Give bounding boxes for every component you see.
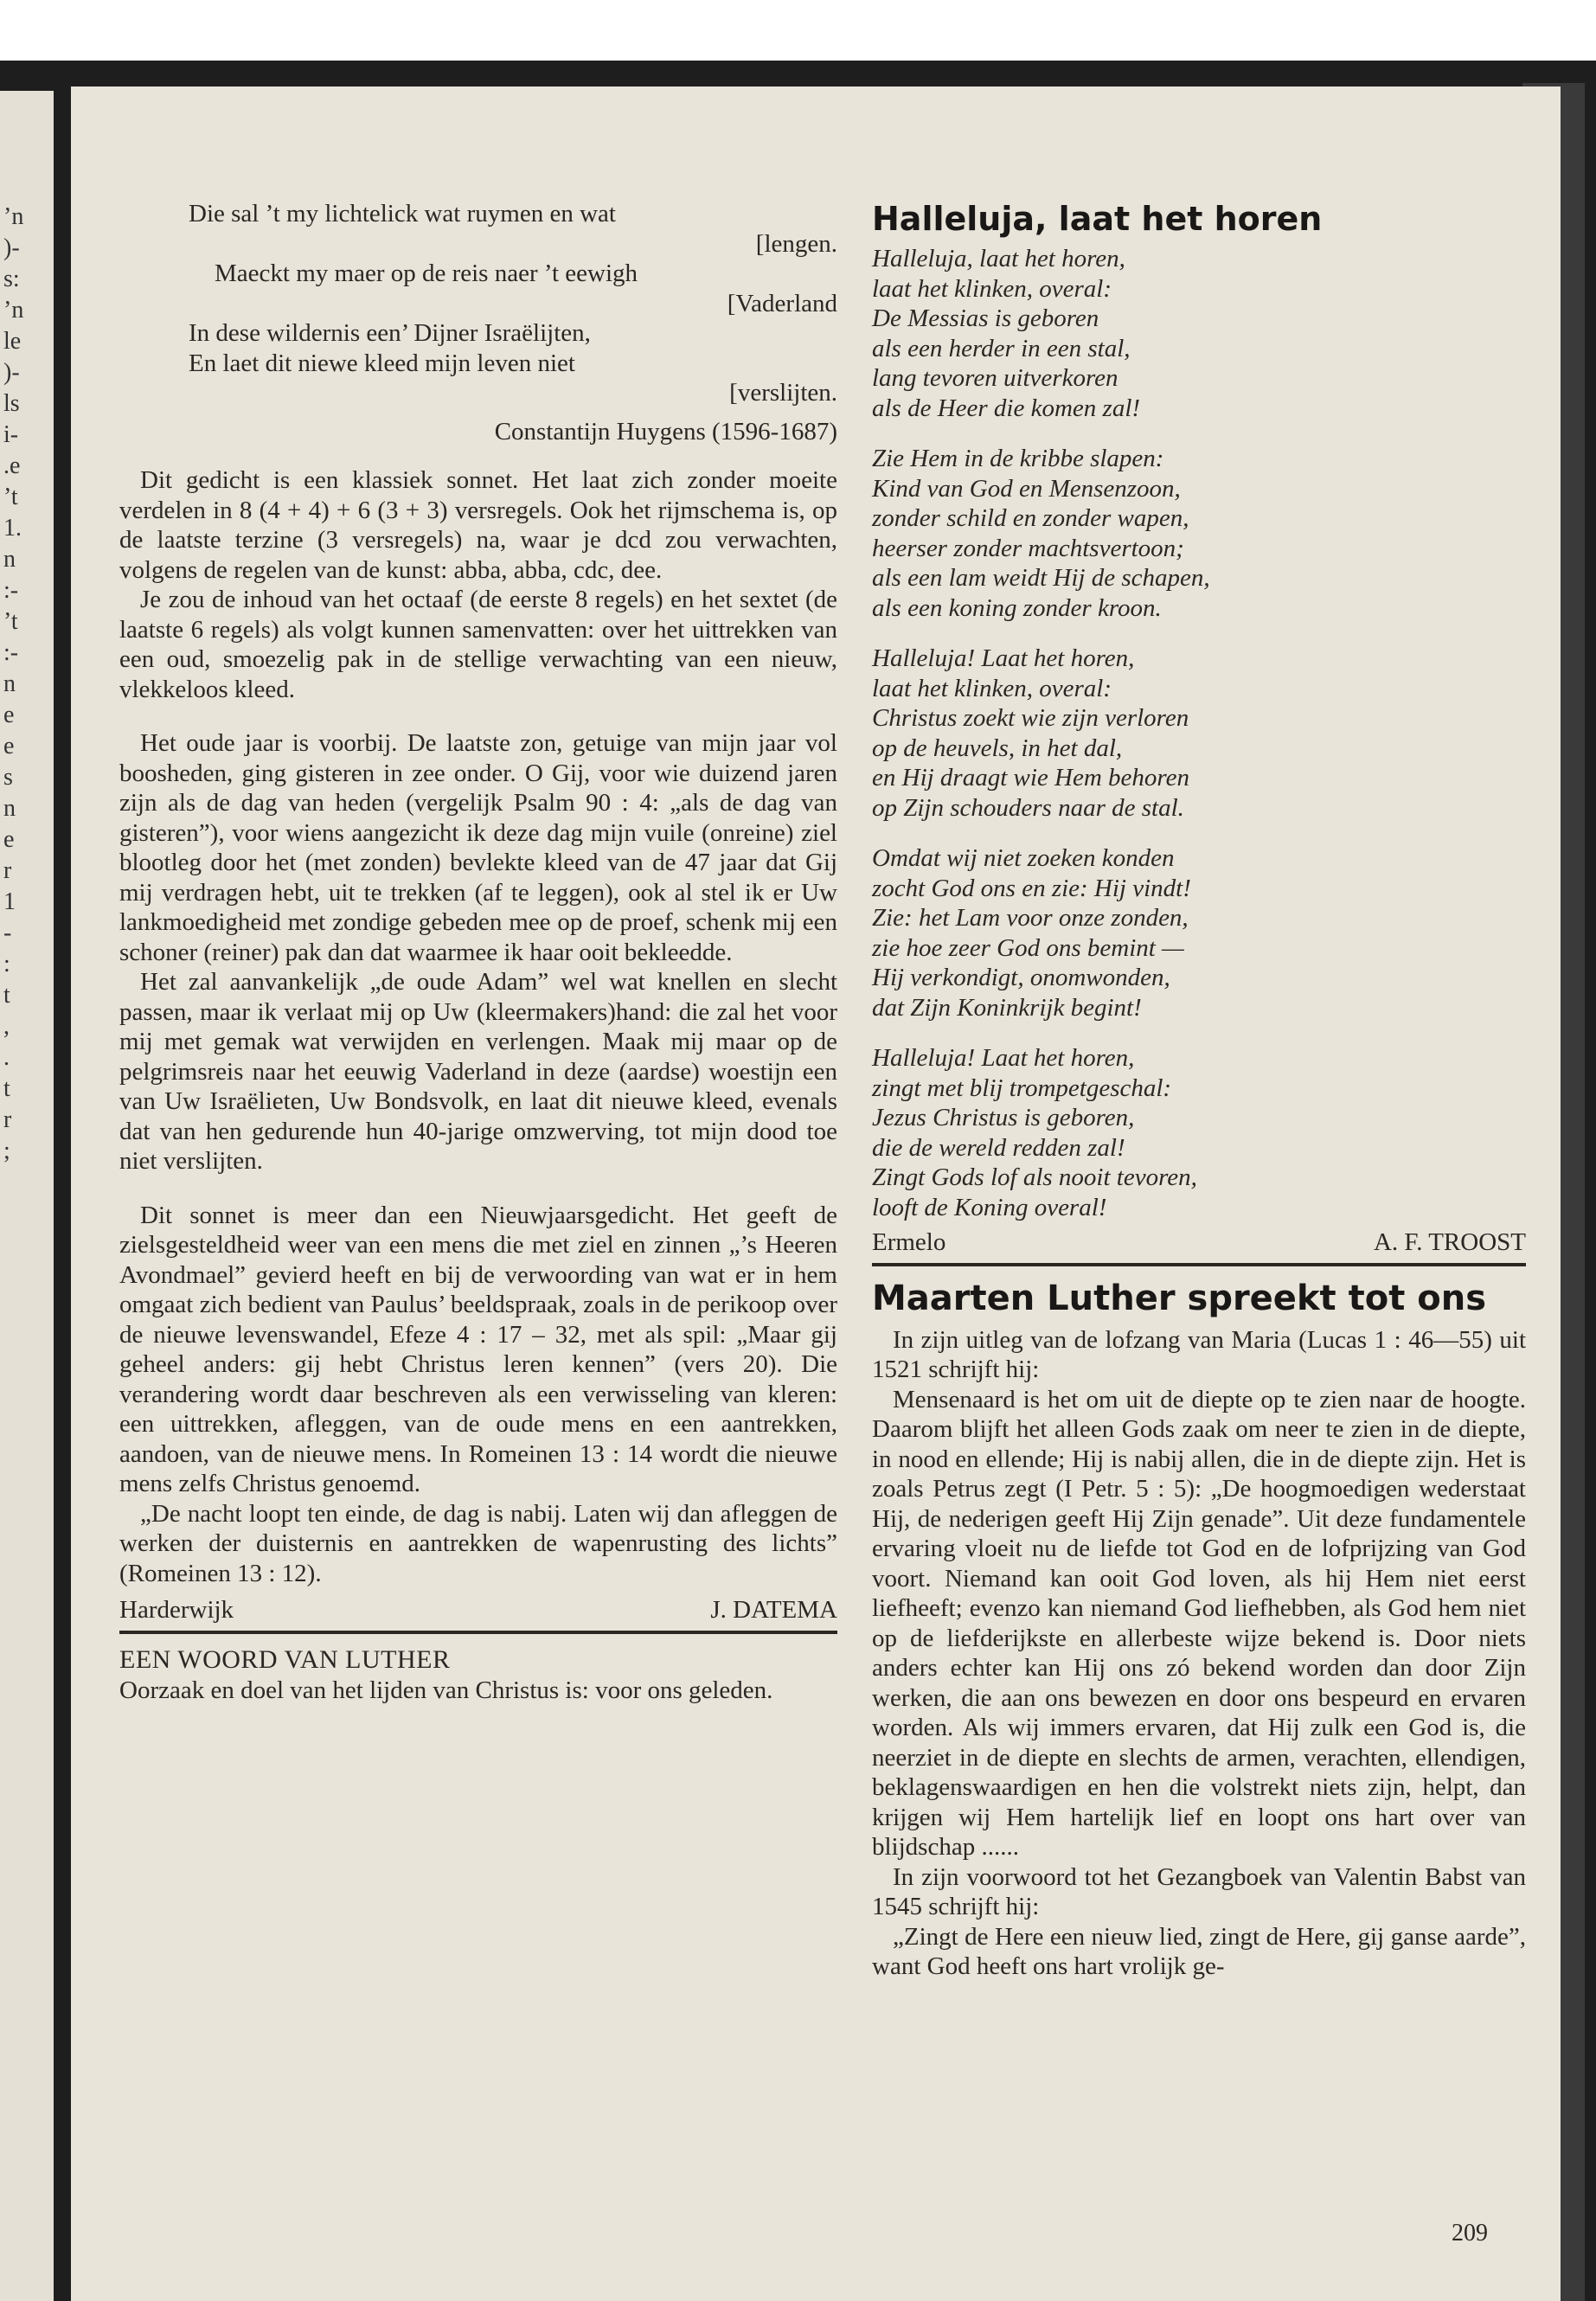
poem-line: Halleluja! Laat het horen, xyxy=(872,644,1135,672)
poem-line: In dese wildernis een’ Dijner Israëlijten, xyxy=(189,319,591,347)
poem-line: laat het klinken, overal: xyxy=(872,274,1112,303)
paragraph: Je zou de inhoud van het octaaf (de eerste 8 regels) en het sextet (de laatste 6 regels) als volgt kunnen samenvatten: over het uittrekken van een oud, smoezelig pak in de stellige verwachting van een nieuw, vlekkeloos kleed. xyxy=(119,586,837,703)
margin-fragment: ’t xyxy=(3,608,18,635)
paragraph: In zijn uitleg van de lofzang van Maria (Lucas 1 : 46—55) uit 1521 schrijft hij: xyxy=(872,1325,1526,1383)
right-column xyxy=(872,197,1526,1982)
poem-line: Halleluja, laat het horen, xyxy=(872,245,1125,272)
margin-fragment: , xyxy=(3,1013,10,1040)
paragraph: Het zal aanvankelijk „de oude Adam” wel wat knellen en slecht passen, maar ik verlaat mij op Uw (kleermakers)hand: die zal het voor mij met gemak wat verwijden en verlengen. Maak mij maar op de pelgrimsreis naar het eeuwig Vaderland in deze (aardse) woestijn een van Uw Israëlieten, Uw Bondsvolk, en laat dit nieuwe kleed, evenals dat van hen gedurende hun 40-jarige omzwerving, tot mijn dood toe niet verslijten. xyxy=(119,968,837,1175)
signature-place: Ermelo xyxy=(872,1228,946,1256)
poem-line: op de heuvels, in het dal, xyxy=(872,734,1123,762)
margin-fragment: . xyxy=(3,1044,10,1071)
section-rule xyxy=(872,1263,1526,1266)
previous-page-edge xyxy=(0,91,54,2301)
poem-line: Maeckt my maer op de reis naer ’t eewigh xyxy=(215,260,638,287)
margin-fragment: .e xyxy=(3,452,21,479)
poem-line: Halleluja! Laat het horen, xyxy=(872,1044,1135,1072)
margin-fragment: n xyxy=(3,546,16,573)
margin-fragment: ’n xyxy=(3,203,24,230)
margin-fragment: :- xyxy=(3,639,19,666)
poem-line: en Hij draagt wie Hem behoren xyxy=(872,764,1190,792)
poem-line: zocht God ons en zie: Hij vindt! xyxy=(872,874,1191,902)
signature-name: J. DATEMA xyxy=(710,1596,837,1624)
margin-fragment: :- xyxy=(3,577,19,604)
signature xyxy=(872,1227,1526,1258)
paragraph: Dit gedicht is een klassiek sonnet. Het laat zich zonder moeite verdelen in 8 (4 + 4) + 6 (3 + 3) versregels. Ook het rijmschema is, op de laatste terzine (3 versregels) na, waar je dcd zou verwachten, volgens de regelen van de kunst: abba, abba, cdc, dee. xyxy=(119,466,837,584)
poem-line: lang tevoren uitverkoren xyxy=(872,364,1118,392)
paragraph: Mensenaard is het om uit de diepte op te zien naar de hoogte. Daarom blijft het alleen Gods zaak om neer te zien in de diepte, in nood en ellende; Hij is nabij allen, die in de diepte zijn. Het is zoals Petrus zegt (I Petr. 5 : 5): „De hoogmoedigen wederstaat Hij, de nederigen geeft Hij Zijn genade”. Uit deze fundamentele ervaring vloeit nu de liefde tot God en de lofprijzing van God voort. Niemand kan ooit God loven, als hij Hem niet eerst liefheeft; evenzo kan niemand God liefhebben, als God hem niet op de liefderijkste en allerbeste wijze bekend is. Door niets anders echter kan Hij ons zó bekend worden dan door Zijn werken, die aan ons bewezen en door ons bespeurd en ervaren worden. Als wij immers ervaren, dat Hij zulk een God is, die neerziet in de diepte en slechts de armen, verachten, ellendigen, beklagenswaardigen en hen die volstrekt niets zijn, helpt, dan krijgen wij Hem hartelijk lief en loopt ons hart over van blijdschap ...... xyxy=(872,1385,1526,1861)
margin-fragment: ls xyxy=(3,390,20,417)
poem-line: Zingt Gods lof als nooit tevoren, xyxy=(872,1163,1197,1191)
poem-line: Zie: het Lam voor onze zonden, xyxy=(872,904,1189,932)
signature-name: A. F. TROOST xyxy=(1373,1228,1526,1256)
margin-fragment: ; xyxy=(3,1138,10,1164)
section-rule xyxy=(119,1631,837,1634)
poem-line: Hij verkondigt, onomwonden, xyxy=(872,964,1170,991)
poem-line: als een koning zonder kroon. xyxy=(872,593,1162,622)
poem-line-continuation: [lengen. xyxy=(755,229,837,258)
poem-title: Halleluja, laat het horen xyxy=(872,200,1323,238)
poem-line: De Messias is geboren xyxy=(872,304,1099,332)
article-title: Maarten Luther spreekt tot ons xyxy=(872,1278,1486,1318)
paragraph: In zijn voorwoord tot het Gezangboek van Valentin Babst van 1545 schrijft hij: xyxy=(872,1862,1526,1920)
margin-fragment: e xyxy=(3,733,15,760)
margin-fragment: s xyxy=(3,764,13,791)
poem-line: looft de Koning overal! xyxy=(872,1193,1107,1221)
poem-line: zonder schild en zonder wapen, xyxy=(872,504,1189,532)
signature xyxy=(119,1595,837,1625)
paragraph: „Zingt de Here een nieuw lied, zingt de Here, gij ganse aarde”, want God heeft ons hart vrolijk ge- xyxy=(872,1922,1526,1980)
page-number: 209 xyxy=(1452,2220,1488,2247)
margin-fragment: )- xyxy=(3,234,20,261)
page xyxy=(71,87,1561,2301)
poem-line: Zie Hem in de kribbe slapen: xyxy=(872,445,1164,472)
poem-line: Die sal ’t my lichtelick wat ruymen en wat xyxy=(189,200,616,228)
margin-fragment: ’t xyxy=(3,484,18,510)
poem-line: zie hoe zeer God ons bemint — xyxy=(872,933,1184,962)
poem-author: Constantijn Huygens (1596-1687) xyxy=(494,417,837,445)
margin-fragment: e xyxy=(3,702,15,728)
signature-place: Harderwijk xyxy=(119,1596,234,1624)
margin-fragment: r xyxy=(3,1106,12,1133)
poem-stanza xyxy=(872,644,1526,823)
poem-line: En laet dit niewe kleed mijn leven niet xyxy=(189,349,575,377)
paragraph: Oorzaak en doel van het lijden van Christus is: voor ons geleden. xyxy=(119,1676,773,1704)
poem-line: laat het klinken, overal: xyxy=(872,674,1112,702)
poem-line: die de wereld redden zal! xyxy=(872,1133,1125,1162)
poem-line: Omdat wij niet zoeken konden xyxy=(872,844,1175,872)
poem-line: als een lam weidt Hij de schapen, xyxy=(872,564,1210,592)
margin-fragment: )- xyxy=(3,359,20,386)
poem xyxy=(872,244,1526,1222)
margin-fragment: e xyxy=(3,826,15,853)
poem-line: als de Heer die komen zal! xyxy=(872,394,1141,422)
poem-stanza xyxy=(872,1043,1526,1222)
poem-line: dat Zijn Koninkrijk begint! xyxy=(872,993,1142,1022)
poem-line: zingt met blij trompetgeschal: xyxy=(872,1074,1172,1102)
margin-fragment: i- xyxy=(3,421,19,448)
margin-fragment: : xyxy=(3,951,10,977)
margin-fragment: ’n xyxy=(3,297,24,324)
poem-line-continuation: [Vaderland xyxy=(727,289,837,317)
margin-fragment: s: xyxy=(3,266,20,292)
poem-line: op Zijn schouders naar de stal. xyxy=(872,793,1184,822)
paragraph: Dit sonnet is meer dan een Nieuwjaarsgedicht. Het geeft de zielsgesteldheid weer van een mens die met ziel en zinnen „’s Heeren Avondmael” gevierd heeft en bij de verwoording van wat er in hem omgaat zich bedient van Paulus’ beeldspraak, zoals in de perikoop over de nieuwe levenswandel, Efeze 4 : 17 – 32, met als spil: „Maar gij geheel anders: gij hebt Christus leren kennen” (vers 20). Die verandering wordt daar beschreven als een verwisseling van kleren: een uittrekken, afleggen, van de oude mens en een aantrekken, aandoen, van de nieuwe mens. In Romeinen 13 : 14 wordt die nieuwe mens zelfs Christus genoemd. xyxy=(119,1201,837,1497)
paragraph: Het oude jaar is voorbij. De laatste zon, getuige van mijn jaar vol boosheden, ging gisteren in zee onder. O Gij, voor wie duizend jaren zijn als de dag van heden (vergelijk Psalm 90 : 4: „als de dag van gisteren”), voor wiens aangezicht ik deze dag mijn vuile (onreine) ziel blootleg door het (met zonden) bevlekte kleed van de 47 jaar dat Gij mij verdragen hebt, uit te trekken (af te leggen), ook al stel ik er Uw lankmoedigheid met zondige gebeden mee op de proef, schenk mij een schoner (reiner) pak dan dat waarmee ik haar ooit bekleedde. xyxy=(119,729,837,966)
poem-stanza xyxy=(872,244,1526,423)
poem-line: als een herder in een stal, xyxy=(872,334,1131,362)
margin-fragment: 1 xyxy=(3,888,16,915)
margin-fragment: n xyxy=(3,795,16,822)
section-heading: EEN WOORD VAN LUTHER xyxy=(119,1644,451,1674)
margin-fragment: t xyxy=(3,982,10,1009)
poem-line-continuation: [verslijten. xyxy=(729,379,837,407)
margin-fragment: t xyxy=(3,1075,10,1102)
margin-fragment: r xyxy=(3,857,12,884)
margin-fragment: le xyxy=(3,328,22,355)
margin-fragment: 1. xyxy=(3,515,22,542)
poem-line: Jezus Christus is geboren, xyxy=(872,1104,1135,1131)
margin-fragment: n xyxy=(3,670,16,697)
paragraph: „De nacht loopt ten einde, de dag is nabij. Laten wij dan afleggen de werken der duisternis en aantrekken de wapenrusting des lichts” (Romeinen 13 : 12). xyxy=(119,1499,837,1587)
huygens-poem-excerpt xyxy=(119,199,837,446)
poem-line: heerser zonder machtsvertoon; xyxy=(872,534,1184,562)
left-column xyxy=(119,199,837,1705)
poem-stanza xyxy=(872,843,1526,1022)
poem-stanza xyxy=(872,444,1526,623)
margin-fragment: - xyxy=(3,920,12,946)
poem-line: Kind van God en Mensenzoon, xyxy=(872,474,1181,503)
poem-line: Christus zoekt wie zijn verloren xyxy=(872,704,1189,732)
